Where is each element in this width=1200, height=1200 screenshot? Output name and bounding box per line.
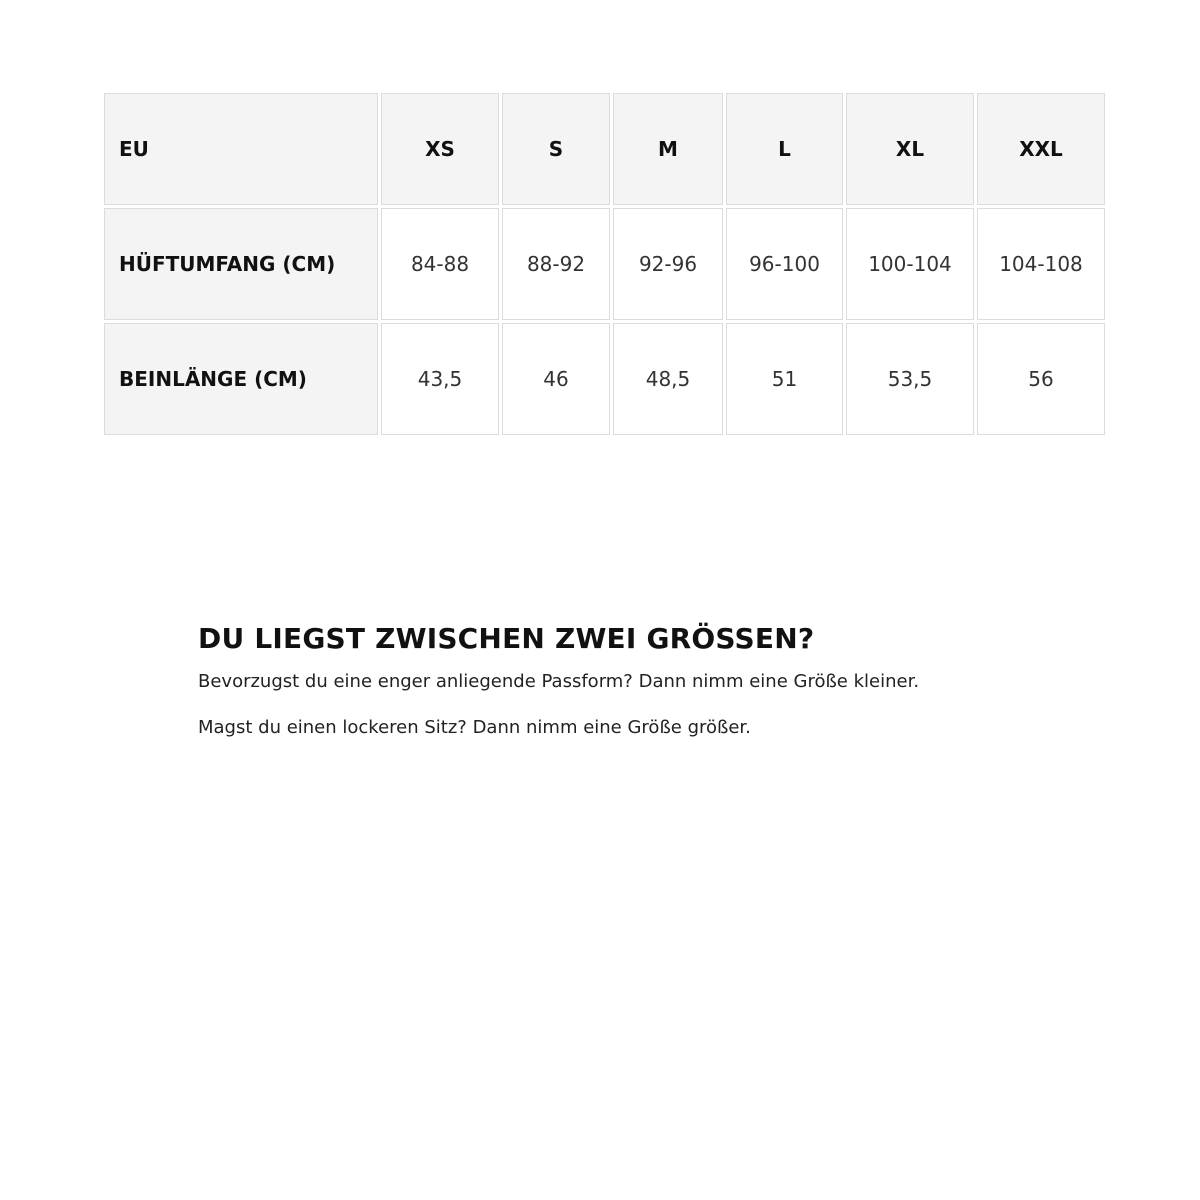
size-advice-section — [198, 622, 1098, 761]
size-header-xs: XS — [381, 93, 499, 205]
hip-value-xxl: 104-108 — [977, 208, 1105, 320]
hip-label: HÜFTUMFANG (CM) — [104, 208, 378, 320]
leg-row — [104, 323, 1105, 435]
hip-row — [104, 208, 1105, 320]
size-advice-tight-fit: Bevorzugst du eine enger anliegende Passform? Dann nimm eine Größe kleiner. — [198, 671, 920, 692]
leg-value-m: 48,5 — [613, 323, 723, 435]
region-label: EU — [104, 93, 378, 205]
size-header-xl: XL — [846, 93, 974, 205]
leg-label: BEINLÄNGE (CM) — [104, 323, 378, 435]
size-header-l: L — [726, 93, 843, 205]
size-chart-table — [101, 90, 1108, 438]
size-header-s: S — [502, 93, 610, 205]
size-header-m: M — [613, 93, 723, 205]
leg-value-xl: 53,5 — [846, 323, 974, 435]
size-advice-title: DU LIEGST ZWISCHEN ZWEI GRÖSSEN? — [198, 622, 815, 655]
leg-value-l: 51 — [726, 323, 843, 435]
hip-value-xs: 84-88 — [381, 208, 499, 320]
hip-value-xl: 100-104 — [846, 208, 974, 320]
size-header-row — [104, 93, 1105, 205]
hip-value-l: 96-100 — [726, 208, 843, 320]
leg-value-xxl: 56 — [977, 323, 1105, 435]
size-header-xxl: XXL — [977, 93, 1105, 205]
leg-value-s: 46 — [502, 323, 610, 435]
hip-value-m: 92-96 — [613, 208, 723, 320]
leg-value-xs: 43,5 — [381, 323, 499, 435]
hip-value-s: 88-92 — [502, 208, 610, 320]
size-advice-loose-fit: Magst du einen lockeren Sitz? Dann nimm eine Größe größer. — [198, 717, 751, 738]
